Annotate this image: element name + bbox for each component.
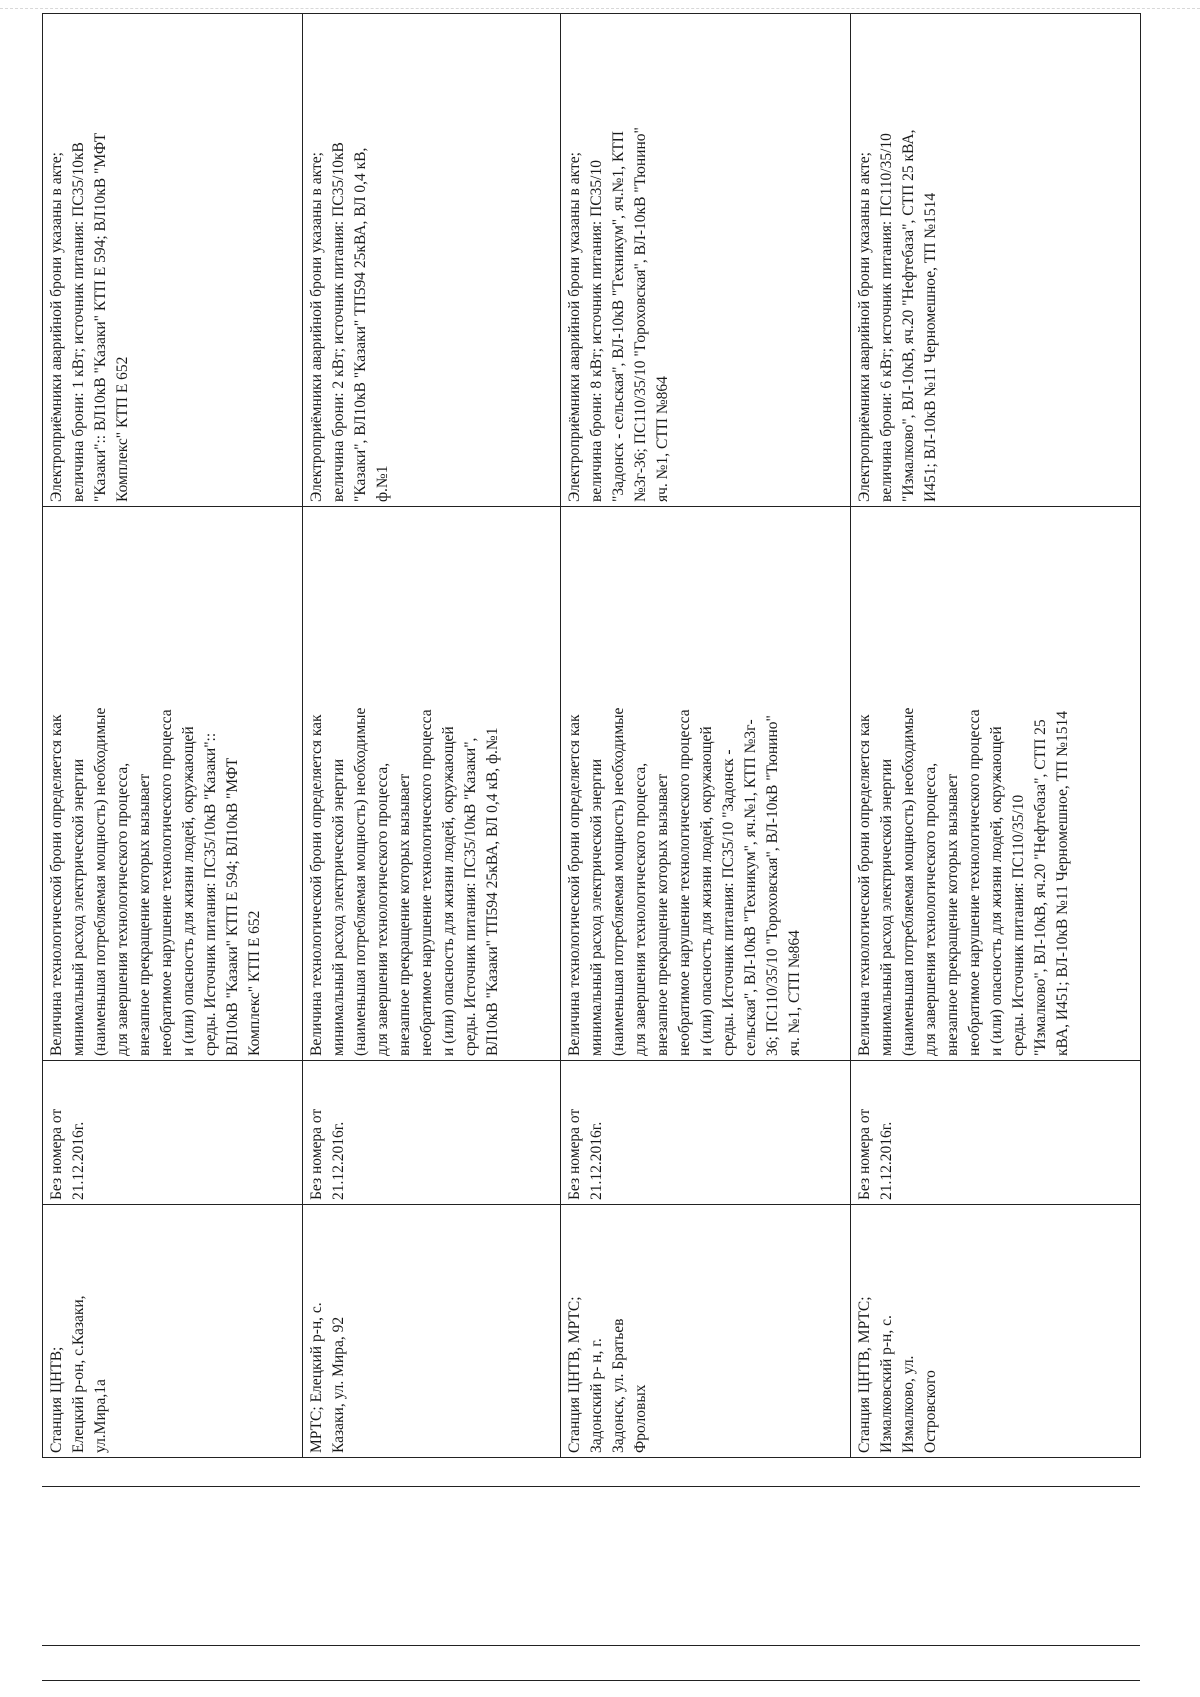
cell-act	[561, 1061, 851, 1205]
cell-object	[561, 1205, 851, 1458]
rotated-table-page	[42, 50, 1140, 1458]
emergency-reserve-text: Электроприёмники аварийной брони указаны в акте; величина брони: 8 кВт; источник питания: ПС35/10 "Задонск - сельская", ВЛ-10кВ "Техникум", яч.№1, КТП №3г-36; ПС110/35/10 "Гороховская", ВЛ-10кВ "Тюнино" яч. №1, СТП №864	[566, 127, 671, 502]
object-text: МРТС; Елецкий р-н, с. Казаки, ул. Мира, 92	[308, 1302, 347, 1453]
emergency-reserve-text: Электроприёмники аварийной брони указаны в акте; величина брони: 2 кВт; источник питания: ПС35/10кВ "Казаки", ВЛ10кВ "Казаки" ТП594 25кВА, ВЛ 0,4 кВ, ф.№1	[308, 142, 391, 502]
cell-emergency-reserve	[43, 14, 303, 507]
cell-object	[43, 1205, 303, 1458]
cell-emergency-reserve	[303, 14, 561, 507]
tech-reserve-text: Величина технологической брони определяется как минимальный расход электрической энергии (наименьшая потребляемая мощность) необходимые для завершения технологического процесса, внезапное прекращение которых вызывает необратимое нарушение технологического процесса и (или) опасность для жизни людей, окружающей среды. Источник питания: ПС35/10кВ "Казаки":: ВЛ10кВ "Казаки" КТП Е 594; ВЛ10кВ "МФТ Комплекс" КТП Е 652	[48, 707, 263, 1056]
act-text: Без номера от 21.12.2016г.	[856, 1108, 895, 1200]
empty-row-line	[42, 1486, 1140, 1487]
cell-tech-reserve	[43, 507, 303, 1061]
object-text: Станция ЦНТВ, МРТС; Измалковский р-н, с. Измалково, ул. Островского	[856, 1296, 939, 1453]
cell-act	[851, 1061, 1141, 1205]
act-text: Без номера от 21.12.2016г.	[566, 1108, 605, 1200]
table-row	[43, 14, 303, 1458]
act-text: Без номера от 21.12.2016г.	[48, 1108, 87, 1200]
cell-act	[43, 1061, 303, 1205]
empty-row-line	[42, 1645, 1140, 1646]
tech-reserve-text: Величина технологической брони определяется как минимальный расход электрической энергии (наименьшая потребляемая мощность) необходимые для завершения технологического процесса, внезапное прекращение которых вызывает необратимое нарушение технологического процесса и (или) опасность для жизни людей, окружающей среды. Источник питания: ПС110/35/10 "Измалково", ВЛ-10кВ, яч.20 "Нефтебаза", СТП 25 кВА, И451; ВЛ-10кВ №11 Черномешное, ТП №1514	[856, 707, 1071, 1056]
table-row	[561, 14, 851, 1458]
cell-tech-reserve	[851, 507, 1141, 1061]
act-text: Без номера от 21.12.2016г.	[308, 1108, 347, 1200]
scan-top-edge	[0, 8, 1200, 9]
cell-tech-reserve	[561, 507, 851, 1061]
tech-reserve-text: Величина технологической брони определяется как минимальный расход электрической энергии (наименьшая потребляемая мощность) необходимые для завершения технологического процесса, внезапное прекращение которых вызывает необратимое нарушение технологического процесса и (или) опасность для жизни людей, окружающей среды. Источник питания: ПС35/10 "Задонск - сельская", ВЛ-10кВ "Техникум", яч.№1, КТП №3г- 36; ПС110/35/10 "Гороховская", ВЛ-10кВ "Тюнино" яч. №1, СТП №864	[566, 707, 803, 1056]
cell-act	[303, 1061, 561, 1205]
object-text: Станция ЦНТВ; Елецкий р-он, с.Казаки, ул.Мира,1а	[48, 1295, 109, 1453]
table-row	[303, 14, 561, 1458]
cell-tech-reserve	[303, 507, 561, 1061]
tech-reserve-text: Величина технологической брони определяется как минимальный расход электрической энергии (наименьшая потребляемая мощность) необходимые для завершения технологического процесса, внезапное прекращение которых вызывает необратимое нарушение технологического процесса и (или) опасность для жизни людей, окружающей среды. Источник питания: ПС35/10кВ "Казаки", ВЛ10кВ "Казаки" ТП594 25кВА, ВЛ 0,4 кВ, ф.№1	[308, 707, 501, 1056]
cell-emergency-reserve	[851, 14, 1141, 507]
reserve-table	[42, 13, 1141, 1458]
table-row	[851, 14, 1141, 1458]
empty-row-line	[42, 1680, 1140, 1681]
cell-object	[303, 1205, 561, 1458]
emergency-reserve-text: Электроприёмники аварийной брони указаны в акте; величина брони: 1 кВт; источник питания: ПС35/10кВ "Казаки":: ВЛ10кВ "Казаки" КТП Е 594; ВЛ10кВ "МФТ Комплекс" КТП Е 652	[48, 132, 131, 502]
cell-object	[851, 1205, 1141, 1458]
emergency-reserve-text: Электроприёмники аварийной брони указаны в акте; величина брони: 6 кВт; источник питания: ПС110/35/10 "Измалково", ВЛ-10кВ, яч.20 "Нефтебаза", СТП 25 кВА, И451; ВЛ-10кВ №11 Черномешное, ТП №1514	[856, 129, 939, 502]
object-text: Станция ЦНТВ, МРТС; Задонский р- н, г. Задонск, ул. Братьев Фроловых	[566, 1296, 649, 1453]
cell-emergency-reserve	[561, 14, 851, 507]
